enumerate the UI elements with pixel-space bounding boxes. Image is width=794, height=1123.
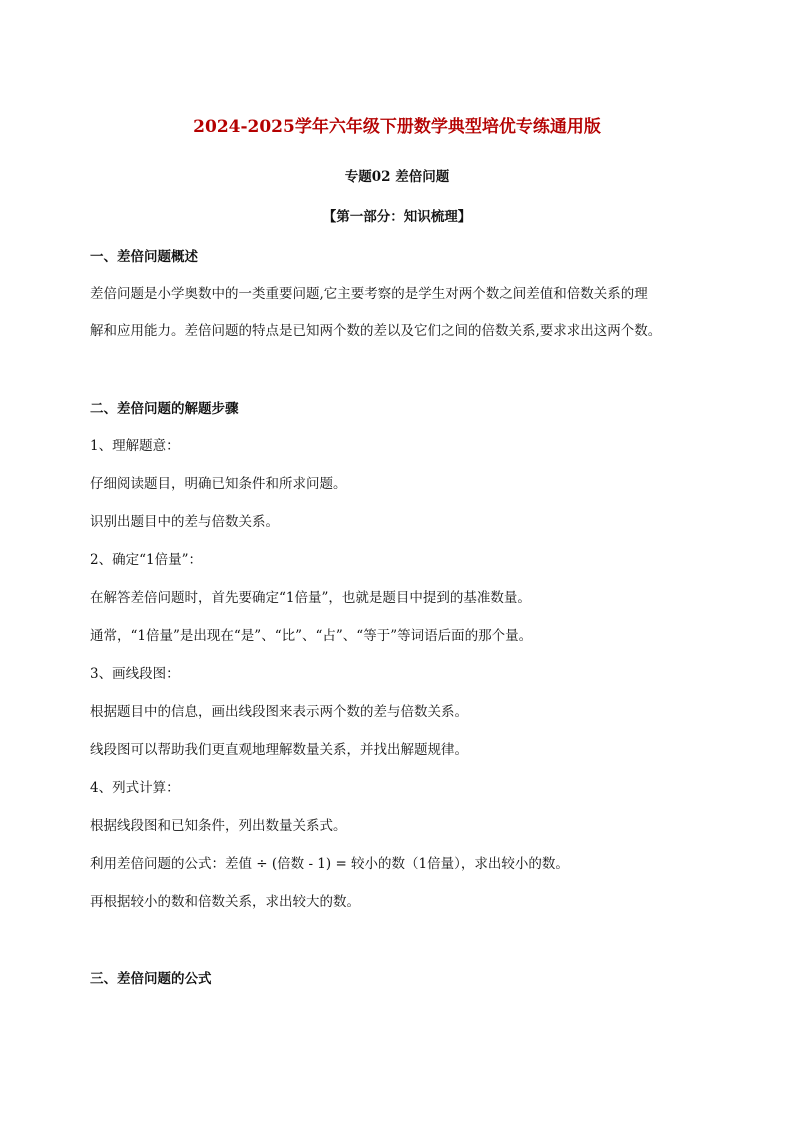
section1-line-1: 差倍问题是小学奥数中的一类重要问题,它主要考察的是学生对两个数之间差值和倍数关系的理 [90, 286, 648, 302]
step4-line-2: 利用差倍问题的公式：差值 ÷ (倍数 - 1) = 较小的数（1倍量），求出较小的数。 [90, 856, 569, 872]
step3-title: 3、画线段图： [90, 666, 180, 682]
step4-line-3: 再根据较小的数和倍数关系，求出较大的数。 [90, 894, 360, 910]
step3-line-2: 线段图可以帮助我们更直观地理解数量关系，并找出解题规律。 [90, 742, 468, 758]
step1-line-1: 仔细阅读题目，明确已知条件和所求问题。 [90, 476, 347, 492]
section2-heading: 二、差倍问题的解题步骤 [90, 401, 239, 417]
step2-title: 2、确定“1倍量”： [90, 552, 202, 568]
step2-line-1: 在解答差倍问题时，首先要确定“1倍量”，也就是题目中提到的基准数量。 [90, 590, 531, 606]
step3-line-1: 根据题目中的信息，画出线段图来表示两个数的差与倍数关系。 [90, 704, 468, 720]
part-label: 【第一部分：知识梳理】 [322, 209, 472, 225]
section3-heading: 三、差倍问题的公式 [90, 971, 212, 987]
section1-heading: 一、差倍问题概述 [90, 249, 198, 265]
step4-line-1: 根据线段图和已知条件，列出数量关系式。 [90, 818, 347, 834]
section1-line-2: 解和应用能力。差倍问题的特点是已知两个数的差以及它们之间的倍数关系,要求求出这两个数。 [90, 323, 662, 339]
step2-line-2: 通常，“1倍量”是出现在“是”、“比”、“占”、“等于”等词语后面的那个量。 [90, 628, 533, 644]
step1-title: 1、理解题意： [90, 438, 180, 454]
topic-subtitle: 专题02 差倍问题 [344, 169, 450, 185]
document-title: 2024-2025学年六年级下册数学典型培优专练通用版 [193, 117, 601, 137]
step1-line-2: 识别出题目中的差与倍数关系。 [90, 514, 279, 530]
step4-title: 4、列式计算： [90, 780, 180, 796]
